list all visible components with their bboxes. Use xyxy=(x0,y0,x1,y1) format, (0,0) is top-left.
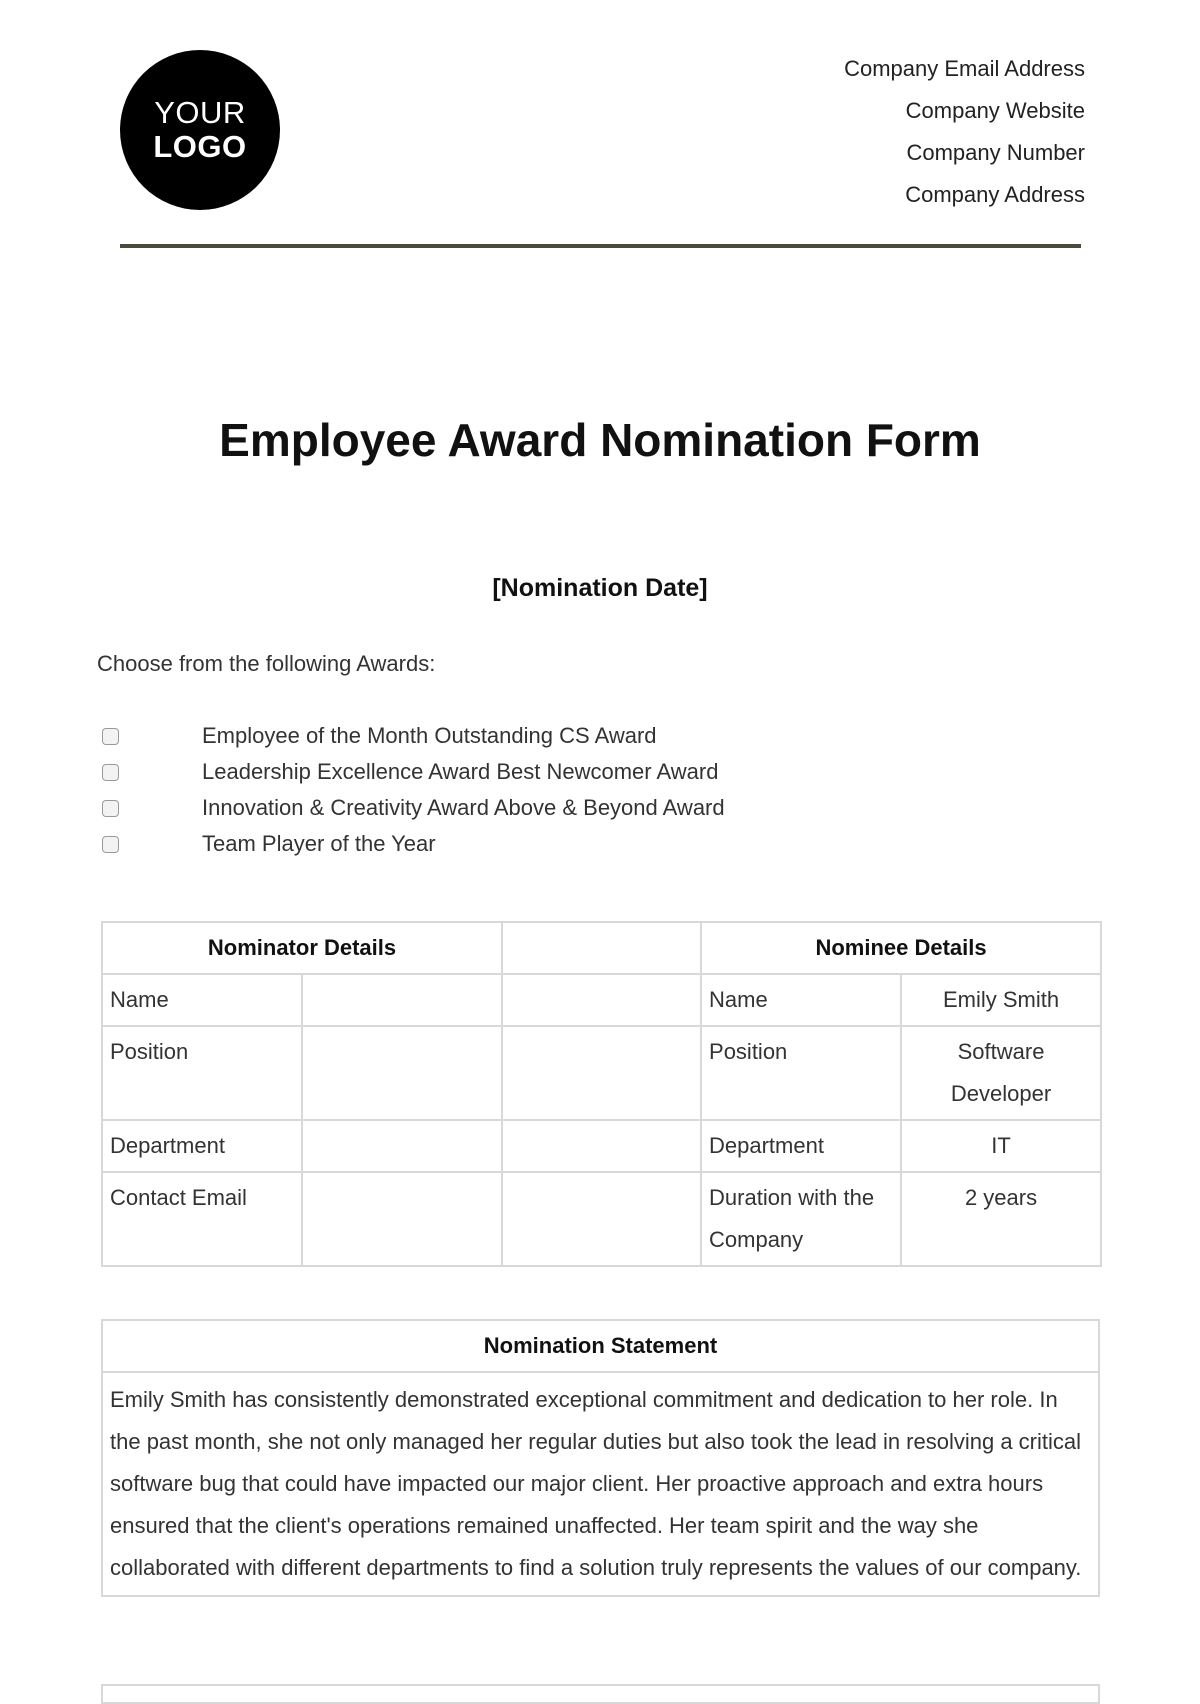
spacer-cell xyxy=(502,974,701,1026)
nominator-department-label: Department xyxy=(102,1120,302,1172)
table-row xyxy=(102,974,1101,1026)
nomination-statement-header: Nomination Statement xyxy=(102,1320,1099,1372)
nominator-email-label: Contact Email xyxy=(102,1172,302,1266)
nominator-position-label: Position xyxy=(102,1026,302,1120)
nominator-email-field[interactable] xyxy=(302,1172,502,1266)
company-logo xyxy=(120,50,280,210)
award-label-1: Employee of the Month Outstanding CS Award xyxy=(202,723,657,748)
nominee-duration-value[interactable]: 2 years xyxy=(901,1172,1101,1266)
statement-body-row xyxy=(102,1372,1099,1596)
award-label-3: Innovation & Creativity Award Above & Beyond Award xyxy=(202,795,725,820)
table-row xyxy=(102,1172,1101,1266)
logo-line-logo: LOGO xyxy=(153,129,247,164)
company-website: Company Website xyxy=(905,98,1085,123)
nominee-position-label: Position xyxy=(701,1026,901,1120)
table-row xyxy=(102,1120,1101,1172)
nominator-department-field[interactable] xyxy=(302,1120,502,1172)
nomination-date: [Nomination Date] xyxy=(492,574,708,602)
nominee-details-header: Nominee Details xyxy=(701,922,1101,974)
statement-table xyxy=(101,1319,1100,1597)
award-checkbox-3[interactable] xyxy=(102,800,119,817)
nominee-name-label: Name xyxy=(701,974,901,1026)
details-header-row xyxy=(102,922,1101,974)
nominator-name-field[interactable] xyxy=(302,974,502,1026)
nominee-duration-label: Duration with the Company xyxy=(701,1172,901,1266)
nominator-details-header: Nominator Details xyxy=(102,922,502,974)
spacer-cell xyxy=(502,1026,701,1120)
award-checkbox-2[interactable] xyxy=(102,764,119,781)
award-option-3[interactable] xyxy=(102,790,725,826)
page-title: Employee Award Nomination Form xyxy=(219,414,981,466)
spacer-header-cell xyxy=(502,922,701,974)
award-checkbox-4[interactable] xyxy=(102,836,119,853)
award-option-2[interactable] xyxy=(102,754,725,790)
nominator-name-label: Name xyxy=(102,974,302,1026)
company-number: Company Number xyxy=(906,140,1085,165)
award-label-4: Team Player of the Year xyxy=(202,831,436,856)
nominee-department-value[interactable]: IT xyxy=(901,1120,1101,1172)
table-row xyxy=(102,1026,1101,1120)
header-divider xyxy=(120,244,1081,248)
award-option-4[interactable] xyxy=(102,826,725,862)
nominee-name-value[interactable]: Emily Smith xyxy=(901,974,1101,1026)
award-checkbox-1[interactable] xyxy=(102,728,119,745)
company-info xyxy=(844,50,1085,218)
details-table xyxy=(101,921,1102,1267)
nominee-department-label: Department xyxy=(701,1120,901,1172)
nominator-position-field[interactable] xyxy=(302,1026,502,1120)
spacer-cell xyxy=(502,1120,701,1172)
awards-list xyxy=(102,718,725,862)
award-option-1[interactable] xyxy=(102,718,725,754)
nomination-statement-text[interactable]: Emily Smith has consistently demonstrated exceptional commitment and dedication to her role. In the past month, she not only managed her regular duties but also took the lead in resolving a critical software bug that could have impacted our major client. Her proactive approach and extra hours ensured that the client's operations remained unaffected. Her team spirit and the way she collaborated with different departments to find a solution truly represents the values of our company. xyxy=(102,1372,1099,1596)
logo-line-your: YOUR xyxy=(154,95,246,130)
next-table-edge xyxy=(101,1684,1100,1704)
spacer-cell xyxy=(502,1172,701,1266)
nominee-position-value[interactable]: Software Developer xyxy=(901,1026,1101,1120)
award-label-2: Leadership Excellence Award Best Newcomer Award xyxy=(202,759,719,784)
company-email: Company Email Address xyxy=(844,56,1085,81)
awards-intro: Choose from the following Awards: xyxy=(97,651,436,676)
company-address: Company Address xyxy=(905,182,1085,207)
statement-header-row xyxy=(102,1320,1099,1372)
